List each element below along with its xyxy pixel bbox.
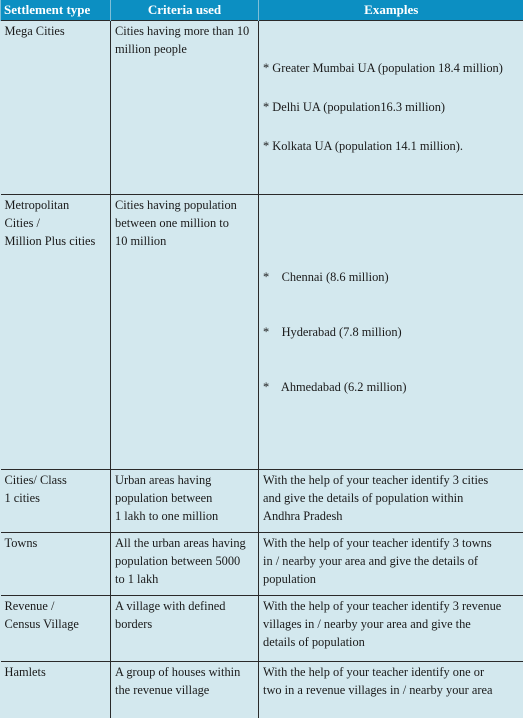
criteria-cell: All the urban areas having population between 5000 to 1 lakh xyxy=(111,533,259,596)
examples-cell xyxy=(259,21,523,195)
header-row xyxy=(1,0,523,21)
criteria-cell: Cities having population between one million to 10 million xyxy=(111,195,259,470)
settlement-type-cell: Towns xyxy=(1,533,111,596)
examples-cell: With the help of your teacher identify 3 towns in / nearby your area and give the details of population xyxy=(259,533,523,596)
examples-cell: With the help of your teacher identify 3 cities and give the details of population within Andhra Pradesh xyxy=(259,470,523,533)
table-row xyxy=(1,533,523,596)
criteria-cell: Urban areas having population between 1 lakh to one million xyxy=(111,470,259,533)
example-item: * Kolkata UA (population 14.1 million). xyxy=(263,137,521,156)
settlement-type-cell: Metropolitan Cities / Million Plus cities xyxy=(1,195,111,470)
settlement-type-cell: Hamlets xyxy=(1,662,111,718)
example-item: * Ahmedabad (6.2 million) xyxy=(263,378,521,396)
examples-cell: With the help of your teacher identify one or two in a revenue villages in / nearby your area xyxy=(259,662,523,718)
table-row xyxy=(1,596,523,662)
criteria-cell: A group of houses within the revenue village xyxy=(111,662,259,718)
header-settlement-type: Settlement type xyxy=(1,0,111,21)
settlement-type-cell: Cities/ Class 1 cities xyxy=(1,470,111,533)
header-examples: Examples xyxy=(259,0,523,21)
criteria-cell: Cities having more than 10 million people xyxy=(111,21,259,195)
settlement-type-cell: Revenue / Census Village xyxy=(1,596,111,662)
header-criteria-used: Criteria used xyxy=(111,0,259,21)
table-row xyxy=(1,470,523,533)
example-item: * Hyderabad (7.8 million) xyxy=(263,323,521,341)
criteria-cell: A village with defined borders xyxy=(111,596,259,662)
examples-cell: With the help of your teacher identify 3 revenue villages in / nearby your area and give the details of population xyxy=(259,596,523,662)
table-row xyxy=(1,195,523,470)
settlement-type-cell: Mega Cities xyxy=(1,21,111,195)
table-row xyxy=(1,662,523,718)
example-item: * Delhi UA (population16.3 million) xyxy=(263,98,521,117)
example-item: * Chennai (8.6 million) xyxy=(263,268,521,286)
examples-cell xyxy=(259,195,523,470)
table-row xyxy=(1,21,523,195)
example-item: * Greater Mumbai UA (population 18.4 million) xyxy=(263,59,521,78)
